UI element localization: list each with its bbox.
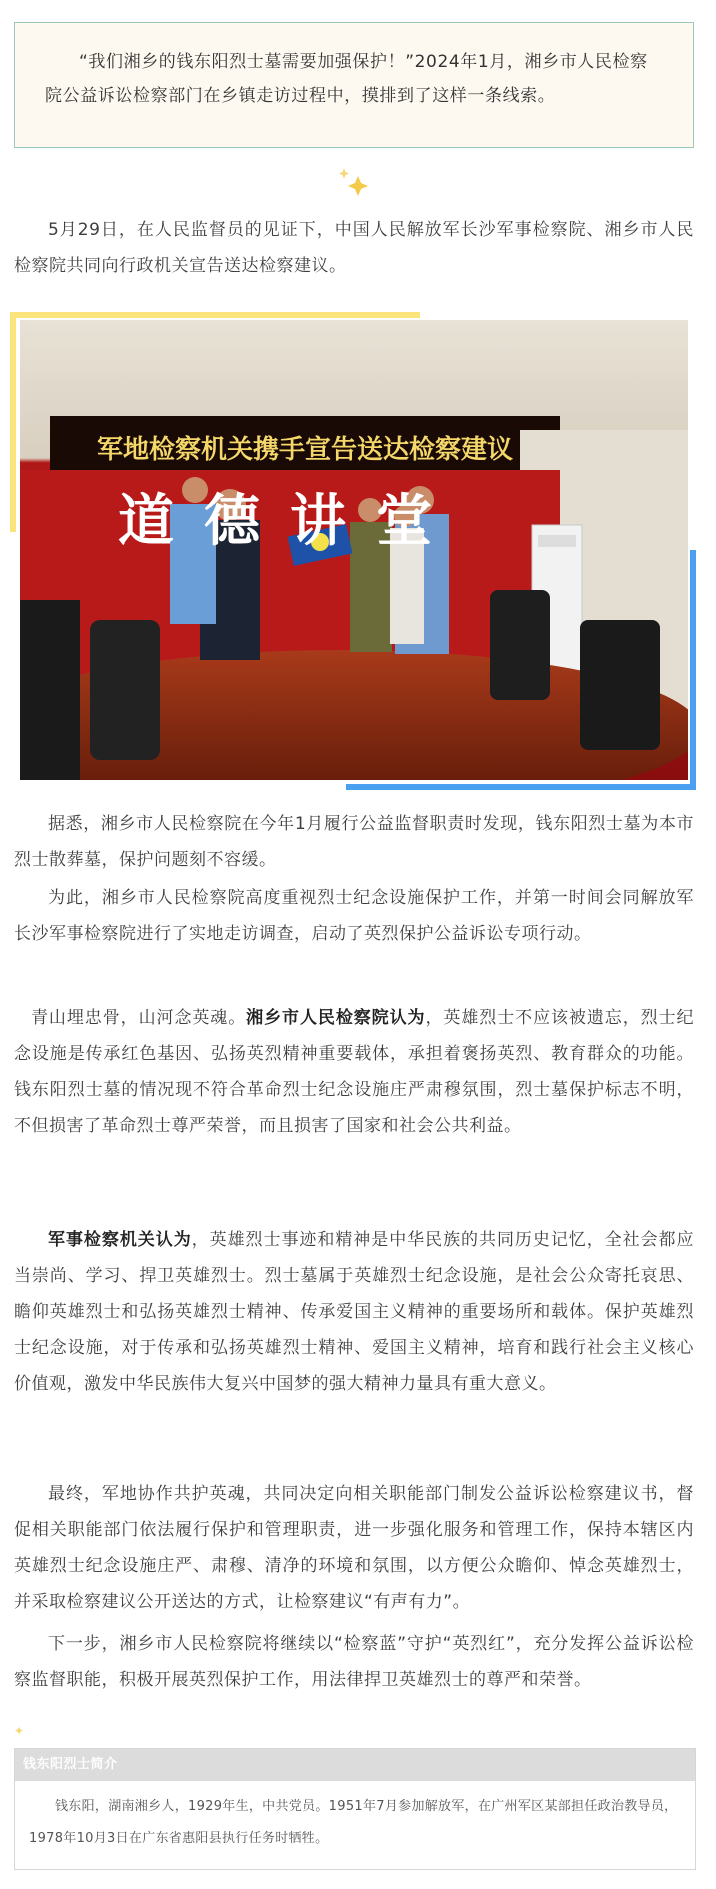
paragraph-7: 下一步，湘乡市人民检察院将继续以“检察蓝”守护“英烈红”，充分发挥公益诉讼检察监督职能，积极开展英烈保护工作，用法律捍卫英雄烈士的尊严和荣誉。 [14,1634,694,1690]
paragraph-3: 为此，湘乡市人民检察院高度重视烈士纪念设施保护工作，并第一时间会同解放军长沙军事检察院进行了实地走访调查，启动了英烈保护公益诉讼专项行动。 [14,888,694,944]
intro-quote-text: “我们湘乡的钱东阳烈士墓需要加强保护！”2024年1月，湘乡市人民检察院公益诉讼检察部门在乡镇走访过程中，摸排到了这样一条线索。 [45,52,648,106]
intro-quote-box [14,22,694,148]
paragraph-5-bold: 军事检察机关认为 [48,1230,192,1250]
frame-accent-blue [346,784,696,790]
info-box-body: 钱东阳，湖南湘乡人，1929年生，中共党员。1951年7月参加解放军，在广州军区某部担任政治教导员，1978年10月3日在广东省惠阳县执行任务时牺牲。 [29,1799,678,1846]
frame-accent-yellow [10,312,420,318]
martyr-info-box [14,1748,696,1870]
paragraph-2: 据悉，湘乡市人民检察院在今年1月履行公益监督职责时发现，钱东阳烈士墓为本市烈士散葬墓，保护问题刻不容缓。 [14,814,694,870]
frame-accent-yellow-side [10,312,16,532]
paragraph-1: 5月29日，在人民监督员的见证下，中国人民解放军长沙军事检察院、湘乡市人民检察院共同向行政机关宣告送达检察建议。 [14,220,694,276]
event-photo [20,320,688,780]
paragraph-4 [14,1000,694,1144]
sparkle-icon [336,166,372,200]
decorative-dot-icon: ✦ [14,1724,25,1738]
paragraph-5-rest: ，英雄烈士事迹和精神是中华民族的共同历史记忆，全社会都应当崇尚、学习、捍卫英雄烈士。烈士墓属于英雄烈士纪念设施，是社会公众寄托哀思、瞻仰英雄烈士和弘扬英雄烈士精神、传承爱国主义精神的重要场所和载体。保护英雄烈士纪念设施，对于传承和弘扬英雄烈士精神、爱国主义精神，培育和践行社会主义核心价值观，激发中华民族伟大复兴中国梦的强大精神力量具有重大意义。 [14,1230,695,1394]
event-photo-frame [10,312,696,790]
photo-wall-text: 道德讲堂 [118,488,462,554]
photo-banner-text: 军地检察机关携手宣告送达检察建议 [96,435,514,465]
frame-accent-blue-side [690,550,696,790]
paragraph-4-bold: 湘乡市人民检察院认为 [246,1008,426,1028]
info-box-title: 钱东阳烈士简介 [15,1749,695,1781]
paragraph-4-rest: ，英雄烈士不应该被遗忘，烈士纪念设施是传承红色基因、弘扬英烈精神重要载体，承担着褒扬英烈、教育群众的功能。钱东阳烈士墓的情况现不符合革命烈士纪念设施庄严肃穆氛围，烈士墓保护标志不明，不但损害了革命烈士尊严荣誉，而且损害了国家和社会公共利益。 [14,1008,695,1136]
paragraph-5 [14,1222,694,1402]
paragraph-4-lead: 青山埋忠骨，山河念英魂。 [31,1008,247,1028]
paragraph-6: 最终，军地协作共护英魂，共同决定向相关职能部门制发公益诉讼检察建议书，督促相关职能部门依法履行保护和管理职责，进一步强化服务和管理工作，保持本辖区内英雄烈士纪念设施庄严、肃穆、清净的环境和氛围，以方便公众瞻仰、悼念英雄烈士，并采取检察建议公开送达的方式，让检察建议“有声有力”。 [14,1484,694,1612]
